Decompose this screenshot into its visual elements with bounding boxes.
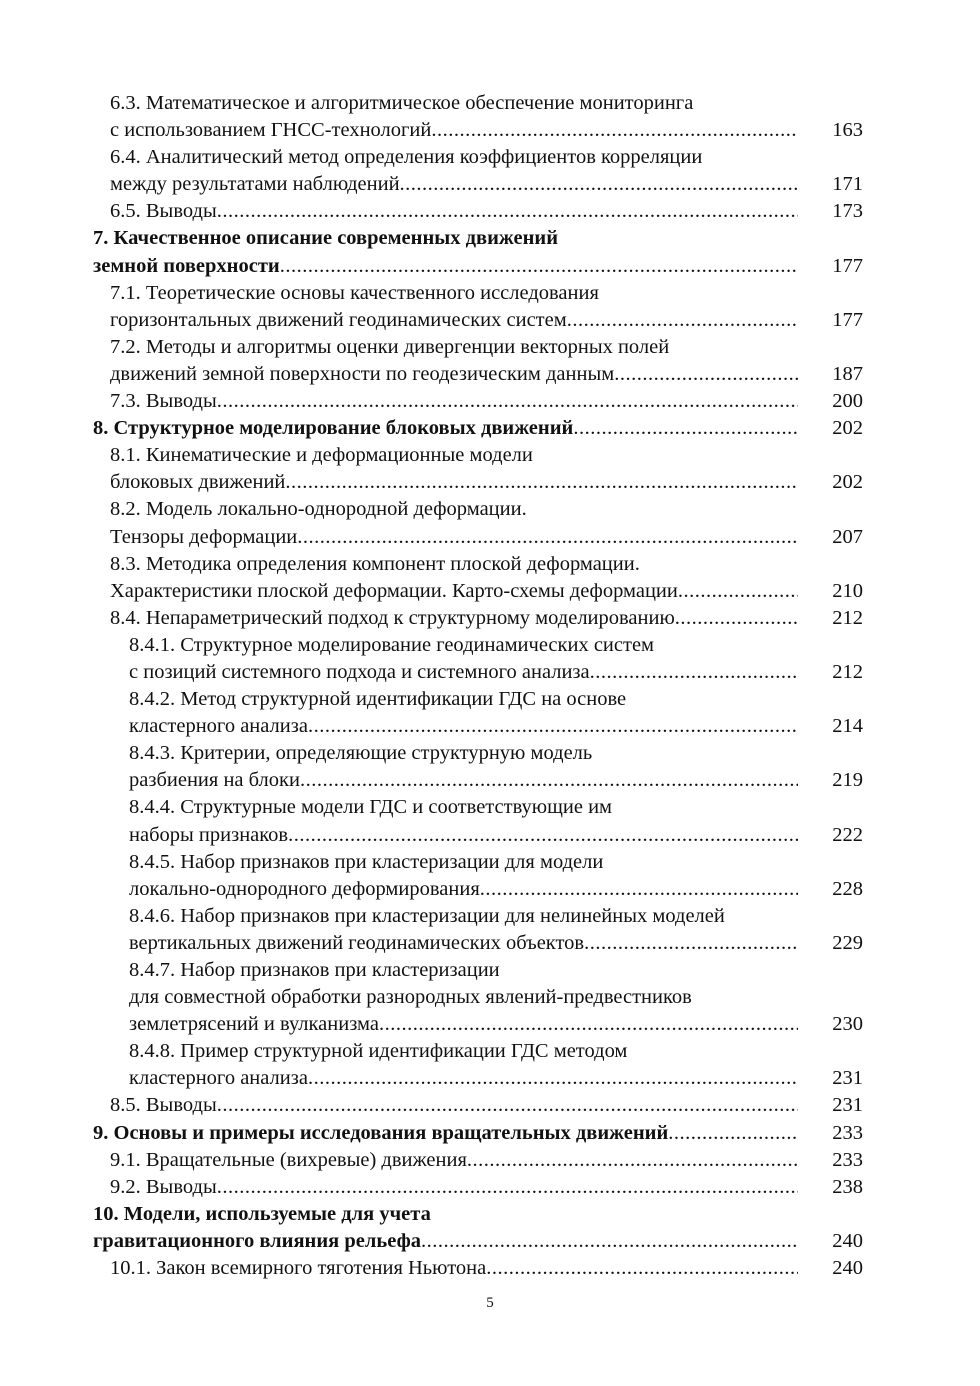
toc-line (93, 1201, 863, 1228)
toc-entry-title: 8.4.3. Критерии, определяющие структурную модель (129, 742, 593, 765)
toc-entry-title: землетрясений и вулканизма (129, 1013, 379, 1036)
dot-leader (217, 1092, 798, 1119)
dot-leader (300, 767, 798, 794)
toc-entry-title: Характеристики плоской деформации. Карто-схемы деформации (110, 579, 678, 602)
toc-entry-title: блоковых движений (110, 471, 286, 494)
dot-leader (486, 1255, 798, 1282)
toc-page-number: 207 (832, 525, 863, 548)
toc-entry-title: движений земной поверхности по геодезическим данным (110, 362, 615, 385)
toc-line (93, 253, 863, 280)
dot-leader (567, 307, 798, 334)
toc-page-number: 212 (832, 660, 863, 683)
toc-entry[interactable] (93, 415, 863, 442)
toc-entry-title: 9.1. Вращательные (вихревые) движения (110, 1148, 467, 1171)
toc-entry-title: 7.3. Выводы (110, 390, 217, 413)
toc-page-number: 240 (832, 1229, 863, 1252)
toc-line (93, 713, 863, 740)
toc-entry-title: 8. Структурное моделирование блоковых движений (93, 417, 574, 440)
toc-entry-title: 8.4.1. Структурное моделирование геодинамических систем (129, 633, 655, 656)
toc-entry[interactable] (93, 496, 863, 550)
dot-leader (573, 415, 798, 442)
toc-page-number: 231 (832, 1094, 863, 1117)
dot-leader (400, 171, 798, 198)
dot-leader (308, 713, 798, 740)
toc-line (93, 984, 863, 1011)
toc-entry-title: кластерного анализа (129, 1067, 308, 1090)
toc-entry-title: 8.4.8. Пример структурной идентификации ГДС методом (129, 1040, 628, 1063)
dot-leader (431, 117, 798, 144)
toc-entry-title: 8.1. Кинематические и деформационные модели (110, 444, 533, 467)
dot-leader (308, 1065, 798, 1092)
toc-page-number: 200 (832, 390, 863, 413)
toc-entry-title: гравитационного влияния рельефа (93, 1229, 421, 1252)
toc-page-number: 212 (832, 606, 863, 629)
toc-line (93, 361, 863, 388)
toc-entry-title: 8.4.7. Набор признаков при кластеризации (129, 959, 500, 981)
toc-line (93, 1255, 863, 1282)
dot-leader (668, 1120, 798, 1147)
toc-line (93, 442, 863, 469)
toc-entry[interactable] (93, 1038, 863, 1092)
page-number: 5 (486, 1295, 494, 1311)
toc-page-number: 171 (832, 173, 863, 196)
toc-entry[interactable] (93, 442, 863, 496)
dot-leader (217, 1174, 798, 1201)
toc-entry[interactable] (93, 1174, 863, 1201)
dot-leader (675, 605, 798, 632)
toc-line (93, 1228, 863, 1255)
toc-page-number: 210 (832, 579, 863, 602)
dot-leader (678, 578, 798, 605)
dot-leader (288, 822, 798, 849)
toc-page-number: 202 (832, 417, 863, 440)
toc-entry[interactable] (93, 225, 863, 279)
dot-leader (285, 469, 798, 496)
dot-leader (614, 361, 798, 388)
toc-line (93, 876, 863, 903)
toc-page-number: 233 (832, 1148, 863, 1171)
toc-entry-title: 6.4. Аналитический метод определения коэффициентов корреляции (110, 146, 703, 169)
toc-entry-title: вертикальных движений геодинамических объектов (129, 931, 585, 954)
toc-entry-title: 8.4. Непараметрический подход к структурному моделированию (110, 606, 675, 629)
toc-page-number: 214 (832, 715, 863, 738)
dot-leader (584, 930, 798, 957)
toc-entry[interactable] (93, 849, 863, 903)
toc-line (93, 1011, 863, 1038)
toc-entry-title: 6.5. Выводы (110, 200, 217, 223)
toc-page-number: 238 (832, 1175, 863, 1198)
toc-line (93, 225, 863, 252)
toc-entry-title: 7. Качественное описание современных движений (93, 227, 559, 250)
toc-line (93, 686, 863, 713)
toc-line (93, 90, 863, 117)
toc-line (93, 415, 863, 442)
toc-entry-title: локально-однородного деформирования (129, 877, 480, 900)
toc-page-number: 240 (832, 1257, 863, 1280)
toc-page-number: 222 (832, 823, 863, 846)
dot-leader (379, 1011, 798, 1038)
toc-entry-title: 10. Модели, используемые для учета (93, 1202, 431, 1225)
toc-line (93, 849, 863, 876)
toc-entry[interactable] (93, 551, 863, 605)
toc-line (93, 740, 863, 767)
toc-entry[interactable] (93, 740, 863, 794)
toc-page-number: 187 (832, 362, 863, 385)
toc-line (93, 551, 863, 578)
toc-entry-title: кластерного анализа (129, 715, 308, 738)
toc-page-number: 230 (832, 1013, 863, 1036)
toc-line (93, 632, 863, 659)
toc-line (93, 605, 863, 632)
toc-entry-title: между результатами наблюдений (110, 173, 400, 196)
toc-line (93, 1092, 863, 1119)
toc-line (93, 144, 863, 171)
toc-entry-title: 7.1. Теоретические основы качественного исследования (110, 281, 599, 304)
toc-line (93, 334, 863, 361)
toc-entry-title: земной поверхности (93, 254, 280, 277)
toc-entry[interactable] (93, 198, 863, 225)
toc-line (93, 198, 863, 225)
toc-entry-title: 8.4.2. Метод структурной идентификации ГДС на основе (129, 688, 627, 711)
toc-line (93, 1147, 863, 1174)
toc-line (93, 171, 863, 198)
toc-page-number: 219 (832, 769, 863, 792)
toc-line (93, 930, 863, 957)
toc-line (93, 524, 863, 551)
toc-entry-title: Тензоры деформации (110, 525, 298, 548)
toc-entry-title: 8.4.5. Набор признаков при кластеризации для модели (129, 850, 604, 873)
toc-page-number: 233 (832, 1121, 863, 1144)
toc-entry-title: 8.4.6. Набор признаков при кластеризации для нелинейных моделей (129, 904, 725, 927)
toc-entry-title: 7.2. Методы и алгоритмы оценки дивергенции векторных полей (110, 335, 670, 358)
toc-entry[interactable] (93, 903, 863, 957)
toc-line (93, 388, 863, 415)
toc-line (93, 794, 863, 821)
toc-entry[interactable] (93, 90, 863, 144)
toc-entry[interactable] (93, 605, 863, 632)
toc-line (93, 903, 863, 930)
toc-page-number: 173 (832, 200, 863, 223)
toc-line (93, 1065, 863, 1092)
toc-entry-title: 8.4.4. Структурные модели ГДС и соответствующие им (129, 796, 613, 819)
toc-line (93, 307, 863, 334)
toc-line (93, 1120, 863, 1147)
toc-entry-title: наборы признаков (129, 823, 289, 846)
toc-entry[interactable] (93, 1092, 863, 1119)
dot-leader (297, 524, 798, 551)
toc-line (93, 578, 863, 605)
toc-entry-title: разбиения на блоки (129, 769, 300, 792)
toc-entry[interactable] (93, 388, 863, 415)
toc-entry-title: 6.3. Математическое и алгоритмическое обеспечение мониторинга (110, 92, 694, 114)
toc-line (93, 822, 863, 849)
toc-line (93, 469, 863, 496)
toc-page-number: 163 (832, 119, 863, 142)
toc-line (93, 1174, 863, 1201)
toc-entry[interactable] (93, 334, 863, 388)
toc-page-number: 231 (832, 1067, 863, 1090)
toc-line (93, 496, 863, 523)
toc-entry-title: 9. Основы и примеры исследования вращательных движений (93, 1121, 669, 1144)
toc-entry-title: 8.5. Выводы (110, 1094, 217, 1117)
toc-entry[interactable] (93, 1201, 863, 1255)
toc-entry[interactable] (93, 686, 863, 740)
toc-entry[interactable] (93, 957, 863, 1038)
dot-leader (217, 388, 798, 415)
toc-entry-title: с использованием ГНСС-технологий (110, 119, 432, 142)
dot-leader (467, 1147, 798, 1174)
toc-page-number: 177 (832, 254, 863, 277)
toc-entry-title: с позиций системного подхода и системного анализа (129, 660, 590, 683)
dot-leader (480, 876, 798, 903)
toc-page-number: 228 (832, 877, 863, 900)
toc-entry-title: 8.2. Модель локально-однородной деформации. (110, 498, 527, 521)
toc-entry[interactable] (93, 1147, 863, 1174)
dot-leader (590, 659, 798, 686)
toc-page-number: 229 (832, 931, 863, 954)
toc-entry-title: для совместной обработки разнородных явлений-предвестников (129, 986, 692, 1009)
toc-line (93, 659, 863, 686)
toc-entry-title: 10.1. Закон всемирного тяготения Ньютона (110, 1257, 487, 1280)
toc-entry-title: горизонтальных движений геодинамических систем (110, 308, 567, 331)
toc-line (93, 767, 863, 794)
toc-line (93, 117, 863, 144)
toc-line (93, 957, 863, 984)
toc-entry[interactable] (93, 1120, 863, 1147)
toc-entry[interactable] (93, 144, 863, 198)
toc-page-number: 202 (832, 471, 863, 494)
table-of-contents (93, 90, 863, 1282)
toc-line (93, 1038, 863, 1065)
toc-entry[interactable] (93, 280, 863, 334)
dot-leader (217, 198, 798, 225)
toc-entry[interactable] (93, 1255, 863, 1282)
toc-line (93, 280, 863, 307)
toc-page-number: 177 (832, 308, 863, 331)
toc-entry[interactable] (93, 632, 863, 686)
toc-entry-title: 8.3. Методика определения компонент плоской деформации. (110, 552, 640, 575)
toc-entry[interactable] (93, 794, 863, 848)
dot-leader (280, 253, 798, 280)
toc-entry-title: 9.2. Выводы (110, 1175, 217, 1198)
dot-leader (421, 1228, 798, 1255)
